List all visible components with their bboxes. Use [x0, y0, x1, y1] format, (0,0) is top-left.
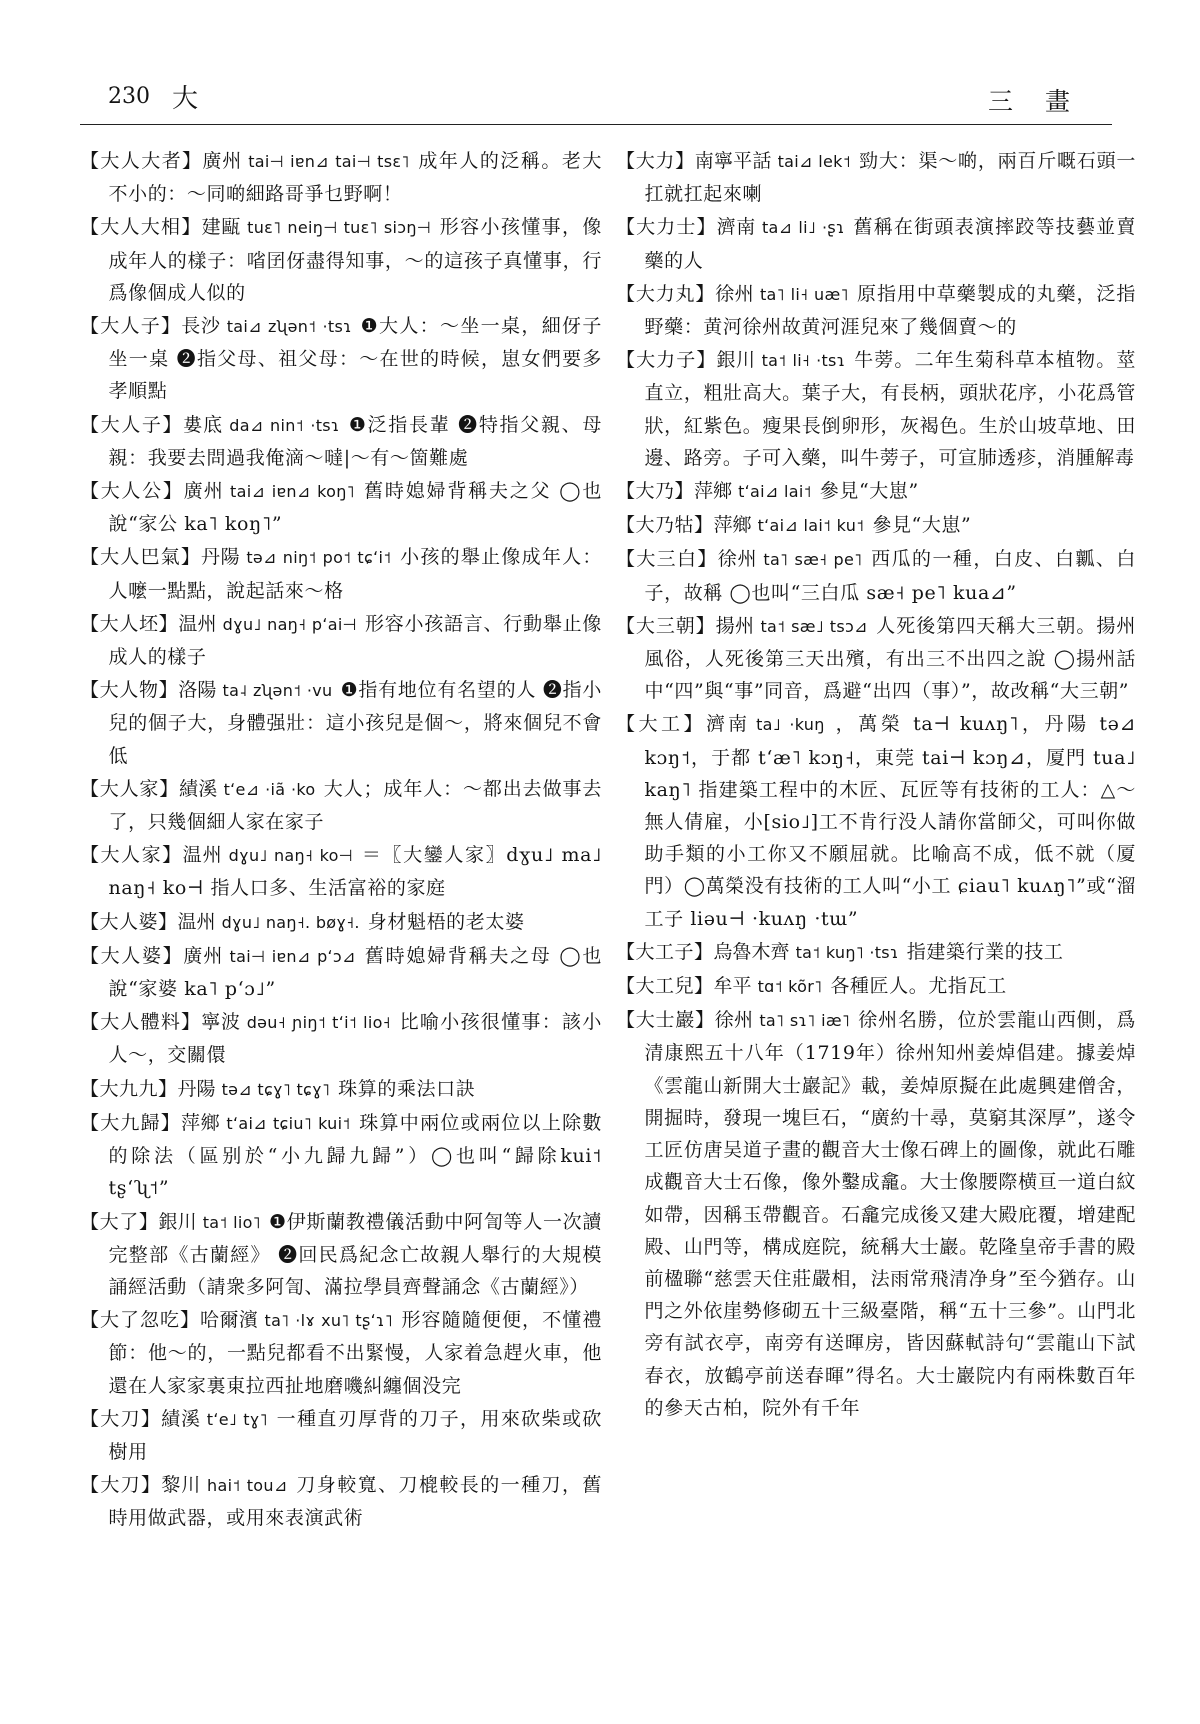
definition: ，萬榮 ta⊣ kuʌŋ˥，丹陽 tə⊿ kɔŋ˦，于都 tʻæ˥ kɔŋ˧，東莞 tai⊣ kɔŋ⊿，厦門 tua˩ kaŋ˥ 指建築工程中的木匠、瓦匠等有技術的工人：△～無人倩雇，小[sio˩]工不肯行没人請你當師父，可叫你做助手類的小工你又不願屈就。比喻高不成，低不就（厦門）◯萬榮没有技術的工人叫“小工 ɕiau˥ kuʌŋ˥”或“溜工子 liəu⊣ ·kuʌŋ ·tɯ”	[644, 713, 1136, 930]
headword: 【 大工兒 】	[616, 975, 714, 997]
dictionary-entry	[80, 211, 602, 309]
headword: 【 大力 】	[616, 150, 695, 172]
dialect-place: 徐州	[715, 282, 754, 305]
page-header	[80, 78, 1112, 118]
dictionary-entry	[80, 541, 602, 606]
headword: 【 大人婆 】	[80, 911, 178, 933]
definition: 形容小孩懂事，像成年人的樣子：㗂囝伢盡得知事，～的這孩子真懂事，行爲像個成人似的	[108, 216, 602, 304]
headword: 【 大乃 】	[616, 480, 694, 502]
definition: 參見“大崽”	[819, 480, 919, 503]
dictionary-entry	[80, 839, 602, 904]
dictionary-entry	[80, 1206, 602, 1304]
dictionary-entry	[616, 211, 1136, 276]
definition: ❶大人：～坐一桌，細伢子坐一桌 ❷指父母、祖父母：～在世的時候，崽女們要多孝順點	[108, 315, 602, 403]
definition: 舊時媳婦背稱夫之母 ◯也說“家婆 ka˥ pʻɔ˩”	[108, 944, 602, 1001]
headword: 【 大人大相 】	[80, 216, 202, 238]
dictionary-entry	[80, 1304, 602, 1402]
definition: 比喻小孩很懂事：該小人～，交關儇	[108, 1011, 602, 1067]
dialect-place: 温州	[178, 612, 217, 635]
definition: 形容隨隨便便，不懂禮節：他～的，一點兒都看不出緊慢，人家着急趕火車，他還在人家家裏東拉西扯地磨嘰糾纏個没完	[108, 1309, 602, 1397]
dictionary-entry	[80, 310, 602, 408]
pronunciation: tai⊣ iɐn⊿ pʻɔ⊿	[229, 946, 356, 966]
headword: 【 大人子 】	[80, 315, 181, 337]
headword: 【 大刀 】	[80, 1408, 161, 1430]
definition: 小孩的舉止像成年人：人嚒一點點，說起話來～格	[108, 546, 602, 602]
definition: 成年人的泛稱。老大不小的：～同啲細路哥爭乜野啊！	[108, 150, 602, 206]
definition: 大人；成年人：～都出去做事去了，只幾個細人家在家子	[108, 777, 602, 834]
dialect-place: 銀川	[716, 349, 756, 372]
headword: 【 大力丸 】	[616, 283, 715, 305]
definition: 舊時媳婦背稱夫之父 ◯也說“家公 ka˥ koŋ˥”	[108, 480, 602, 536]
definition: 珠算的乘法口訣	[338, 1077, 476, 1100]
pronunciation: ta˥ li˧ uæ˥	[759, 284, 849, 304]
pronunciation: tʻai⊿ tɕiu˥ kui˦	[226, 1113, 351, 1133]
pronunciation: ta˥ sɿ˥ iæ˥	[759, 1011, 851, 1031]
headword: 【 大人坯 】	[80, 613, 178, 635]
definition: 人死後第四天稱大三朝。揚州風俗，人死後第三天出殯，有出三不出四之說 ◯揚州話中“四”與“事”同音，爲避“出四（事）”，故改稱“大三朝”	[644, 614, 1136, 703]
pronunciation: tɑ˦ kõr˥	[757, 977, 823, 997]
dialect-place: 揚州	[715, 614, 755, 637]
definition: 刀身較寬、刀㮰較長的一種刀，舊時用做武器，或用來表演武術	[108, 1474, 602, 1530]
dialect-place: 建甌	[201, 216, 242, 239]
dialect-place: 徐州	[717, 548, 758, 571]
dictionary-entry	[616, 936, 1136, 969]
dictionary-entry	[80, 940, 602, 1005]
headword: 【 大刀 】	[80, 1474, 161, 1496]
pronunciation: ta˦ lio˥	[202, 1212, 261, 1232]
pronunciation: tai⊿ iɐn⊿ koŋ˥	[230, 482, 355, 502]
headword: 【 大力士 】	[616, 216, 717, 238]
pronunciation: dəu˧ ɲiŋ˦ tʻi˦ lio˧	[246, 1013, 391, 1033]
right-column	[616, 145, 1136, 1710]
definition: 徐州名勝，位於雲龍山西側，爲清康熙五十八年（1719年）徐州知州姜焯倡建。據姜焯《雲龍山新開大士巖記》載，姜焯原擬在此處興建僧舍，開掘時，發現一塊巨石，“廣約十尋，莫窮其深厚”，遂令工匠仿唐吴道子畫的觀音大士像石碑上的圖像，就此石雕成觀音大士石像，像外鑿成龕。大士像腰際横亘一道白紋如帶，因稱玉帶觀音。石龕完成後又建大殿庇覆，增建配殿、山門等，構成庭院，統稱大士巖。乾隆皇帝手書的殿前楹聯“慈雲天住莊嚴相，法雨常飛清净身”至今猶存。山門之外依崖勢修砌五十三級臺階，稱“五十三參”。山門北旁有試衣亭，南旁有送暉房，皆因蘇軾詩句“雲龍山下試春衣，放鶴亭前送春暉”得名。大士巖院内有兩株數百年的參天古柏，院外有千年	[644, 1009, 1136, 1419]
pronunciation: ta˥ sæ˧ pe˥	[763, 550, 863, 570]
pronunciation: dɣu˩ naŋ˧. bøɣ˧.	[221, 912, 360, 932]
dictionary-entry	[80, 608, 602, 673]
dictionary-entry	[80, 1469, 602, 1534]
pronunciation: dɣu˩ naŋ˧ pʻai⊣	[222, 614, 357, 634]
dictionary-entry	[616, 475, 1136, 508]
headword: 【 大人物 】	[80, 679, 178, 701]
definition: 勁大：渠～啲，兩百斤嘅石頭一扛就扛起來喇	[644, 150, 1136, 206]
dialect-place: 黎川	[161, 1474, 202, 1497]
dictionary-entry	[80, 1107, 602, 1205]
pronunciation: tai⊿ zʯən˦ ·tsɿ	[226, 317, 352, 337]
definition: 西瓜的一種，白皮、白瓤、白子，故稱 ◯也叫“三白瓜 sæ˧ pe˥ kua⊿”	[644, 548, 1136, 604]
section-title: 三 畫	[988, 87, 1082, 116]
dialect-place: 温州	[182, 844, 223, 867]
dictionary-entry	[80, 145, 602, 210]
dictionary-entry	[616, 1004, 1136, 1424]
pronunciation: tuɛ˥ neiŋ⊣ tuɛ˥ siɔŋ⊣	[247, 218, 432, 238]
dictionary-entry	[616, 509, 1136, 542]
dialect-place: 婁底	[183, 413, 224, 436]
pronunciation: tə⊿ niŋ˦ po˦ tɕʻi˦	[246, 548, 392, 568]
dictionary-entry	[616, 543, 1136, 608]
dictionary-entry	[616, 278, 1136, 343]
headword: 【 大了忽吃 】	[80, 1309, 200, 1331]
dialect-place: 廣州	[183, 480, 225, 503]
headword: 【 大三白 】	[616, 548, 718, 570]
headword: 【 大人家 】	[80, 778, 179, 800]
definition: ❶指有地位有名望的人 ❷指小兒的個子大，身體强壯：這小孩兒是個～，將來個兒不會低	[108, 679, 602, 767]
headword: 【 大乃牯 】	[616, 514, 714, 536]
headword: 【 大三朝 】	[616, 615, 716, 637]
dictionary-entry	[616, 344, 1136, 474]
pronunciation: ta⊿ li˩ ·ʂɿ	[761, 218, 845, 238]
dialect-place: 廣州	[183, 944, 224, 967]
definition: 舊稱在街頭表演摔跤等技藝並賣藥的人	[644, 216, 1136, 272]
dialect-place: 寧波	[201, 1011, 241, 1034]
headword: 【 大人公 】	[80, 480, 184, 502]
definition: 身材魁梧的老太婆	[367, 910, 525, 933]
pronunciation: ta˥ ·lɤ xu˥ tʂʻɿ˥	[264, 1311, 393, 1331]
definition: ❶伊斯蘭教禮儀活動中阿訇等人一次讀完整部《古蘭經》 ❷回民爲紀念亡故親人舉行的大規模誦經活動（請衆多阿訇、滿拉學員齊聲誦念《古蘭經》）	[108, 1210, 602, 1298]
dictionary-entry	[80, 1006, 602, 1071]
headword: 【 大士巖 】	[616, 1009, 715, 1031]
headword: 【 大工子 】	[616, 941, 714, 963]
definition: 一種直刃厚背的刀子，用來砍柴或砍樹用	[108, 1407, 602, 1463]
pronunciation: tʻai⊿ lai˦	[738, 482, 812, 502]
headword: 【 大九九 】	[80, 1078, 178, 1100]
dialect-place: 濟南	[716, 216, 756, 239]
pronunciation: tʻe⊿ ·iã ·ko	[223, 779, 316, 799]
headword: 【 大人巴氣 】	[80, 546, 201, 568]
dialect-place: 長沙	[181, 315, 221, 338]
header-character: 大	[172, 84, 199, 114]
pronunciation: tai⊣ iɐn⊿ tai⊣ tsɛ˥	[248, 152, 410, 171]
pronunciation: tə⊿ tɕɣ˥ tɕɣ˥	[221, 1079, 331, 1099]
dialect-place: 績溪	[161, 1407, 201, 1430]
headword: 【 大力子 】	[616, 349, 716, 371]
dictionary-entry	[616, 708, 1136, 934]
dialect-place: 牟平	[713, 975, 752, 998]
pronunciation: da⊿ nin˦ ·tsɿ	[229, 415, 340, 435]
dictionary-entry	[80, 475, 602, 540]
definition: 珠算中兩位或兩位以上除數的除法（區别於“小九歸九歸”）◯也叫“歸除kui˦ tʂʻʯ˦”	[108, 1111, 602, 1200]
dictionary-entry	[80, 773, 602, 838]
dialect-place: 洛陽	[178, 679, 217, 702]
pronunciation: tʻe˩ tɣ˥	[206, 1409, 268, 1429]
definition: 形容小孩語言、行動舉止像成人的樣子	[108, 612, 602, 669]
page-number: 230	[108, 84, 150, 109]
pronunciation: tai⊿ lek˦	[777, 152, 851, 171]
pronunciation: ta˦ kuŋ˥ ·tsɿ	[795, 942, 899, 962]
headword: 【 大工 】	[616, 713, 706, 735]
headword: 【 大人婆 】	[80, 945, 183, 967]
headword: 【 大九歸 】	[80, 1112, 181, 1134]
dialect-place: 哈爾濱	[200, 1309, 259, 1332]
dialect-place: 銀川	[158, 1210, 197, 1233]
dialect-place: 丹陽	[177, 1077, 216, 1100]
headword: 【 大人大者 】	[80, 150, 202, 172]
definition: ＝〖大鑾人家〗dɣu˩ ma˩ naŋ˧ ko⊣ 指人口多、生活富裕的家庭	[108, 844, 602, 900]
dictionary-entry	[80, 1073, 602, 1106]
dictionary-entry	[616, 610, 1136, 708]
dialect-place: 績溪	[178, 777, 218, 800]
headword: 【 大了 】	[80, 1211, 158, 1233]
pronunciation: ta˦ li˧ ·tsɿ	[761, 351, 846, 371]
definition: 指建築行業的技工	[906, 940, 1064, 963]
dictionary-entry	[80, 1403, 602, 1468]
headword: 【 大人子 】	[80, 414, 183, 436]
left-column	[80, 145, 602, 1710]
headword: 【 大人體料 】	[80, 1011, 201, 1033]
dictionary-entry	[80, 409, 602, 474]
definition: 各種匠人。尤指瓦工	[830, 975, 1007, 998]
dialect-place: 徐州	[714, 1009, 754, 1032]
dialect-place: 廣州	[202, 150, 243, 172]
dialect-place: 南寧平話	[694, 150, 772, 172]
headword: 【 大人家 】	[80, 844, 183, 866]
pronunciation: dɣu˩ naŋ˧ ko⊣	[228, 846, 353, 866]
pronunciation: hai˦ tou⊿	[207, 1476, 288, 1496]
dialect-place: 萍鄉	[180, 1111, 221, 1134]
definition: 參見“大崽”	[872, 514, 972, 537]
dictionary-entry	[80, 674, 602, 772]
definition: ❶泛指長輩 ❷特指父親、母親：我要去問過我俺滴～噠|～有～箇難處	[108, 413, 602, 469]
dialect-place: 温州	[177, 910, 216, 933]
dictionary-entry	[80, 906, 602, 939]
dialect-place: 丹陽	[200, 546, 241, 569]
dictionary-entry	[616, 145, 1136, 210]
dialect-place: 濟南	[706, 713, 751, 736]
dialect-place: 萍鄉	[713, 514, 752, 537]
pronunciation: ta˦ sæ˩ tsɔ⊿	[760, 616, 868, 636]
pronunciation: ta˩ ·kuŋ	[756, 715, 825, 735]
header-rule	[80, 124, 1112, 125]
dictionary-entry	[616, 970, 1136, 1003]
definition: 牛蒡。二年生菊科草本植物。莖直立，粗壯高大。葉子大，有長柄，頭狀花序，小花爲管狀，紅紫色。瘦果長倒卵形，灰褐色。生於山坡草地、田邊、路旁。子可入藥，叫牛蒡子，可宣肺透疹，消腫解毒	[644, 349, 1136, 469]
dialect-place: 烏魯木齊	[713, 940, 790, 963]
pronunciation: ta˨ zʯən˦ ·vu	[222, 681, 333, 701]
dialect-place: 萍鄉	[694, 480, 733, 503]
definition: 原指用中草藥製成的丸藥，泛指野藥：黄河徐州故黄河涯兒來了幾個賣～的	[644, 282, 1136, 339]
pronunciation: tʻai⊿ lai˦ ku˦	[757, 516, 865, 536]
